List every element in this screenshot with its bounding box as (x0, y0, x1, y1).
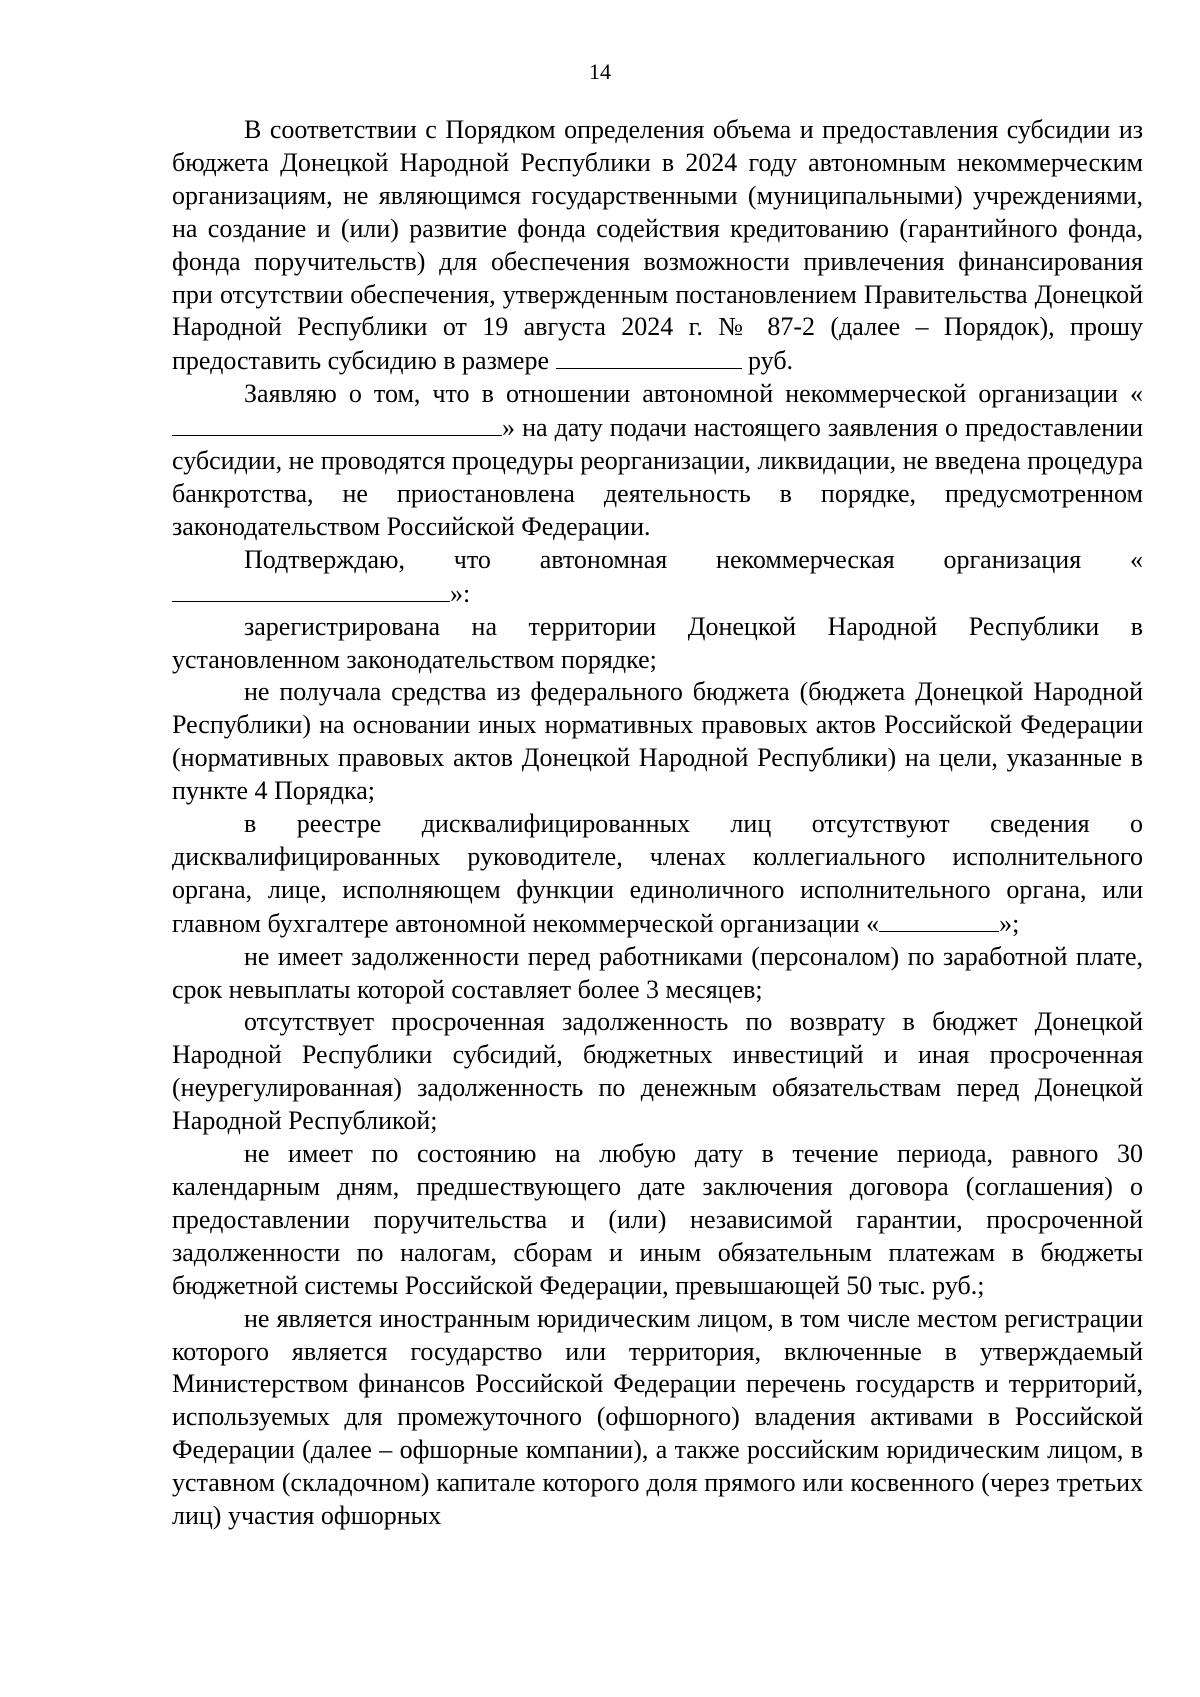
paragraph-text: В соответствии с Порядком определения объема и предоставления субсидии из бюджета Донецкой Народной Республики в 2024 году автономным некоммерческим организациям, не являющимся государственными (муниципальными) учреждениями, на создание и (или) развитие фонда содействия кредитованию (гарантийного фонда, фонда поручительств) для обеспечения возможности привлечения финансирования при отсутствии обеспечения, утвержденным постановлением Правительства Донецкой Народной Республики от 19 августа 2024 г. № 87-2 (далее – Порядок), прошу предоставить субсидию в размере (172, 115, 1143, 376)
paragraph-text: Подтверждаю, что автономная некоммерческая организация « (244, 544, 1143, 574)
paragraph-declaration (172, 378, 1143, 544)
paragraph-offshore: не является иностранным юридическим лицом, в том числе местом регистрации которого является государство или территория, включенные в утверждаемый Министерством финансов Российской Федерации перечень государств и территорий, используемых для промежуточного (офшорного) владения активами в Российской Федерации (далее – офшорные компании), а также российским юридическим лицом, в уставном (складочном) капитале которого доля прямого или косвенного (через третьих лиц) участия офшорных (172, 1303, 1143, 1531)
page-number: 14 (589, 59, 611, 84)
paragraph-tax-debt: не имеет по состоянию на любую дату в течение периода, равного 30 календарным дням, предшествующего дате заключения договора (соглашения) о предоставлении поручительства и (или) независимой гарантии, просроченной задолженности по налогам, сборам и иным обязательным платежам в бюджеты бюджетной системы Российской Федерации, превышающей 50 тыс. руб.; (172, 1139, 1143, 1300)
paragraph-text: » на дату подачи настоящего заявления о предоставлении субсидии, не проводятся процедуры реорганизации, ликвидации, не введена процедура банкротства, не приостановлена деятельность в порядке, предусмотренном законодательством Российской Федерации. (172, 413, 1143, 541)
paragraph-no-federal-funds: не получала средства из федерального бюджета (бюджета Донецкой Народной Республики) на основании иных нормативных правовых актов Российской Федерации (нормативных правовых актов Донецкой Народной Республики) на цели, указанные в пункте 4 Порядка; (172, 677, 1143, 806)
paragraph-text: »; (999, 908, 1020, 938)
paragraph-registered: зарегистрирована на территории Донецкой Народной Республики в установленном законодательством порядке; (172, 611, 1143, 674)
organization-name-blank (172, 577, 450, 602)
paragraph-confirmation (172, 544, 1143, 611)
organization-name-blank (172, 411, 502, 436)
paragraph-salary-debt: не имеет задолженности перед работниками (персоналом) по заработной плате, срок невыплаты которой составляет более 3 месяцев; (172, 941, 1143, 1004)
paragraph-text: в реестре дисквалифицированных лиц отсутствуют сведения о дисквалифицированных руководителе, членах коллегиального исполнительного органа, лице, исполняющем функции единоличного исполнительного органа, или главном бухгалтере автономной некоммерческой организации « (172, 809, 1143, 938)
paragraph-subsidy-request (172, 114, 1143, 378)
paragraph-text: »: (450, 578, 471, 608)
paragraph-text: Заявляю о том, что в отношении автономной некоммерческой организации « (244, 379, 1143, 409)
subsidy-amount-blank (556, 344, 742, 369)
paragraph-disqualified-registry (172, 808, 1143, 941)
document-body (172, 114, 1143, 1533)
paragraph-text: руб. (741, 346, 794, 376)
organization-name-blank (879, 907, 999, 932)
paragraph-budget-debt: отсутствует просроченная задолженность по возврату в бюджет Донецкой Народной Республики субсидий, бюджетных инвестиций и иная просроченная (неурегулированная) задолженность по денежным обязательствам перед Донецкой Народной Республикой; (172, 1007, 1143, 1136)
